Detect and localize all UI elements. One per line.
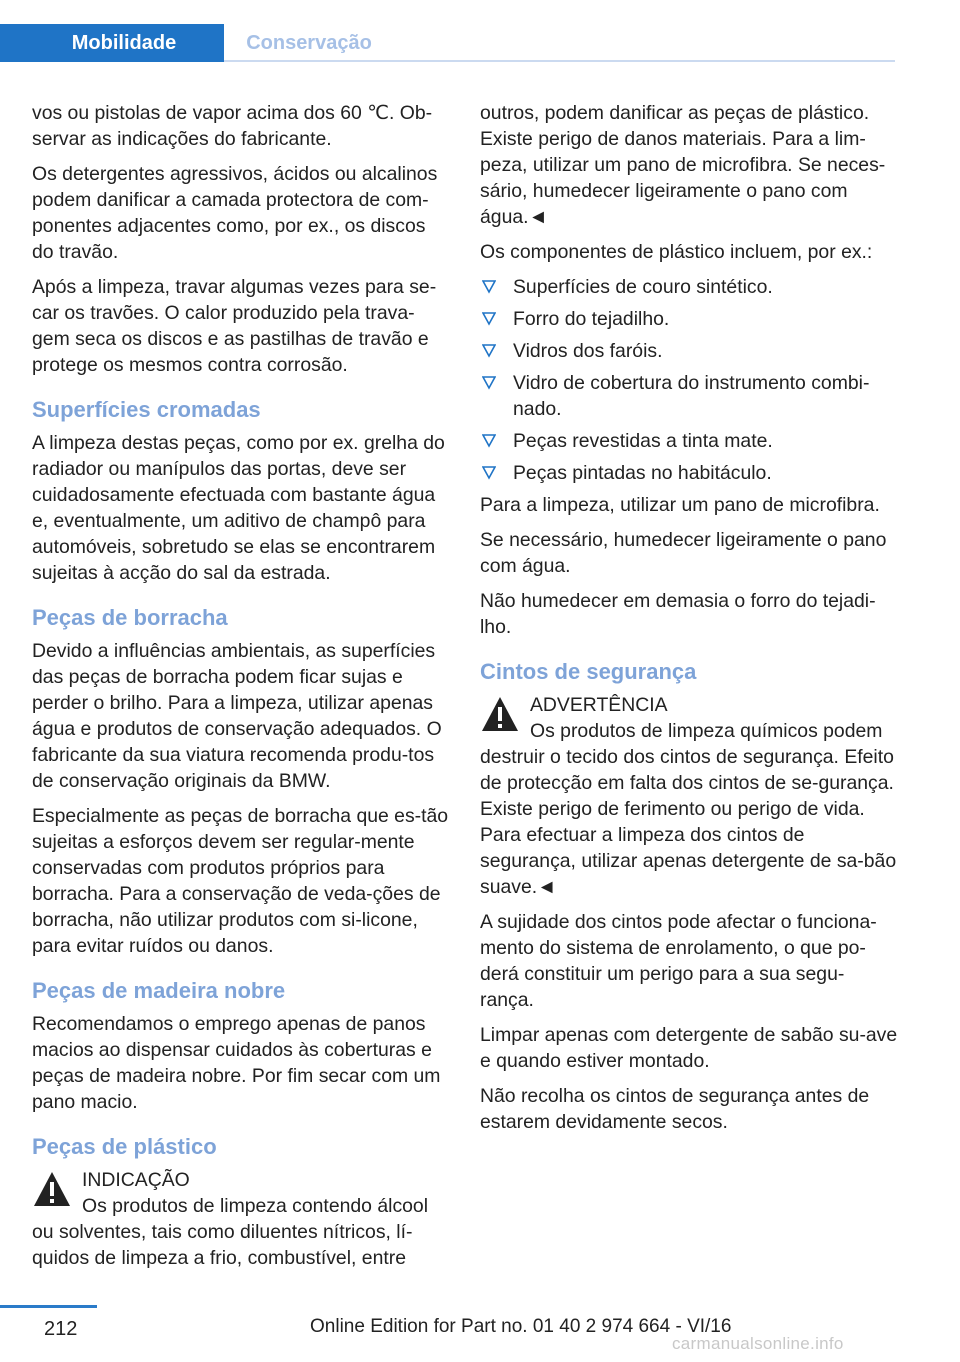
- triangle-bullet-icon: [482, 433, 496, 449]
- triangle-bullet-icon: [482, 279, 496, 295]
- warning-triangle-icon: [480, 695, 520, 733]
- list-item: Vidros dos faróis.: [480, 338, 898, 364]
- warning-box: [480, 692, 898, 900]
- footer-rule: [0, 1305, 97, 1308]
- section-heading-plastic: Peças de plástico: [32, 1134, 217, 1159]
- warning-triangle-icon: [32, 1170, 72, 1208]
- note-box: [32, 1167, 450, 1271]
- warning-title: ADVERTÊNCIA: [530, 694, 668, 716]
- paragraph: Especialmente as peças de borracha que es‐tão sujeitas a esforços devem ser regular‐mente conservadas com produtos próprios para borracha. Para a conservação de veda‐ções de borracha, não utilizar produtos com si‐licone, para evitar ruídos ou danos.: [32, 805, 449, 957]
- paragraph: Os detergentes agressivos, ácidos ou alcalinos podem danificar a camada protectora de com‐ponentes adjacentes como, por ex., os discos do travão.: [32, 163, 438, 263]
- paragraph: Os componentes de plástico incluem, por ex.:: [480, 241, 873, 263]
- paragraph: Recomendamos o emprego apenas de panos macios ao dispensar cuidados às coberturas e peças de madeira nobre. Por fim secar com um pano macio.: [32, 1013, 441, 1113]
- triangle-bullet-icon: [482, 375, 496, 391]
- list-item: Vidro de cobertura do instrumento combi‐nado.: [480, 370, 898, 422]
- paragraph: vos ou pistolas de vapor acima dos 60 ℃. Ob‐servar as indicações do fabricante.: [32, 102, 433, 150]
- triangle-bullet-icon: [482, 465, 496, 481]
- paragraph: Para a limpeza, utilizar um pano de microfibra.: [480, 494, 880, 516]
- triangle-bullet-icon: [482, 311, 496, 327]
- paragraph: Limpar apenas com detergente de sabão su‐ave e quando estiver montado.: [480, 1024, 898, 1072]
- warning-text: Os produtos de limpeza químicos podem destruir o tecido dos cintos de segurança. Efeito de protecção em falta dos cintos de se‐gurança. Existe perigo de ferimento ou perigo de vida. Para efectuar a limpeza dos cintos de segurança, utilizar apenas detergente de sa‐bão suave.◄: [480, 720, 897, 898]
- paragraph: Não humedecer em demasia o forro do tejadi‐lho.: [480, 590, 876, 638]
- header-divider: [224, 60, 895, 62]
- triangle-bullet-icon: [482, 343, 496, 359]
- list-item: Superfícies de couro sintético.: [480, 274, 898, 300]
- paragraph: outros, podem danificar as peças de plástico. Existe perigo de danos materiais. Para a lim‐peza, utilizar um pano de microfibra. Se neces‐sário, humedecer ligeiramente o pano com água.◄: [480, 102, 886, 228]
- section-heading-rubber: Peças de borracha: [32, 605, 228, 630]
- tab-conservacao[interactable]: Conservação: [246, 31, 372, 54]
- paragraph: Devido a influências ambientais, as superfícies das peças de borracha podem ficar sujas e perder o brilho. Para a limpeza, utilizar apenas água e produtos de conservação adequados. O fabricante da sua viatura recomenda produ‐tos de conservação originais da BMW.: [32, 640, 442, 792]
- paragraph: A sujidade dos cintos pode afectar o funciona‐mento do sistema de enrolamento, o que po‐derá constituir um perigo para a sua segu‐rança.: [480, 911, 877, 1011]
- watermark: carmanualsonline.info: [672, 1334, 844, 1353]
- note-text: Os produtos de limpeza contendo álcool ou solventes, tais como diluentes nítricos, lí‐quidos de limpeza a frio, combustível, entre: [32, 1195, 429, 1269]
- left-column: [32, 100, 450, 1280]
- list-item: Peças pintadas no habitáculo.: [480, 460, 898, 486]
- paragraph: Não recolha os cintos de segurança antes de estarem devidamente secos.: [480, 1085, 870, 1133]
- bullet-list: [480, 274, 898, 486]
- section-heading-wood: Peças de madeira nobre: [32, 978, 286, 1003]
- online-edition-text: Online Edition for Part no. 01 40 2 974 664 - VI/16: [310, 1316, 732, 1337]
- list-item: Peças revestidas a tinta mate.: [480, 428, 898, 454]
- paragraph: A limpeza destas peças, como por ex. grelha do radiador ou manípulos das portas, deve ser cuidadosamente efectuada com bastante água e, eventualmente, um aditivo de champô para automóveis, sobretudo se elas se encontrarem sujeitas à acção do sal da estrada.: [32, 432, 445, 584]
- paragraph: Se necessário, humedecer ligeiramente o pano com água.: [480, 529, 887, 577]
- section-heading-seatbelts: Cintos de segurança: [480, 659, 697, 684]
- note-title: INDICAÇÃO: [82, 1169, 190, 1191]
- paragraph: Após a limpeza, travar algumas vezes para se‐car os travões. O calor produzido pela trava‐gem seca os discos e as pastilhas de travão e protege os mesmos contra corrosão.: [32, 276, 437, 376]
- header-bar: [0, 24, 895, 62]
- page-number: 212: [44, 1318, 78, 1340]
- section-heading-chrome: Superfícies cromadas: [32, 397, 261, 422]
- list-item: Forro do tejadilho.: [480, 306, 898, 332]
- tab-mobilidade[interactable]: Mobilidade: [0, 24, 224, 62]
- right-column: [480, 100, 898, 1144]
